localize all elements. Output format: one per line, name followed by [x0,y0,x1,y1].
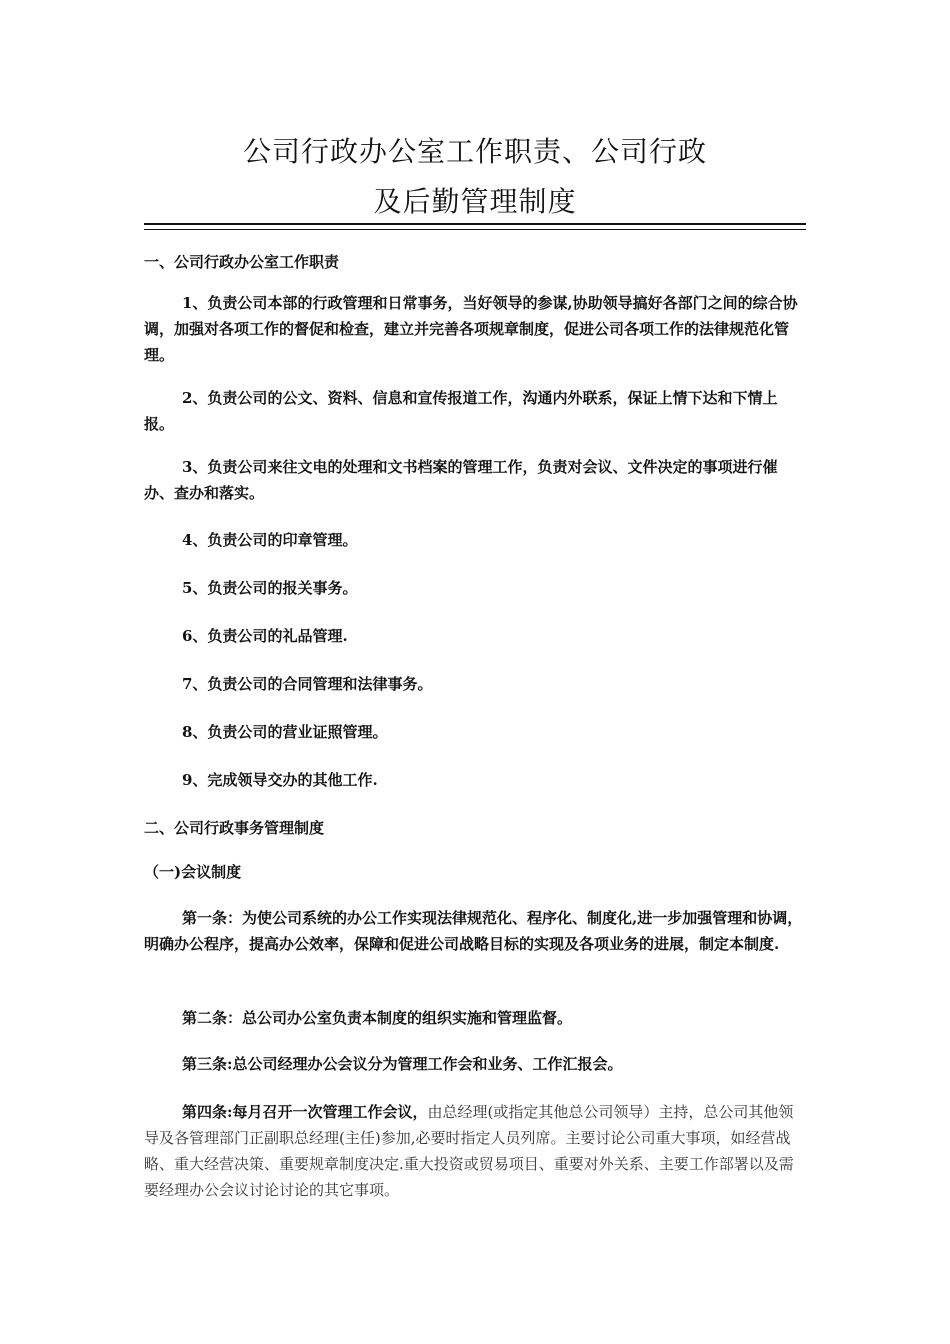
duty-item-6: 6、负责公司的礼品管理. [182,627,348,645]
duty-item-1: 1、负责公司本部的行政管理和日常事务，当好领导的参谋,协助领导搞好各部门之间的综合协调，加强对各项工作的督促和检查，建立并完善各项规章制度，促进公司各项工作的法律规范化管理。 [144,294,798,364]
article-3: 第三条:总公司经理办公会议分为管理工作会和业务、工作汇报会。 [182,1055,623,1073]
article-4-body: 由总经理(或指定其他总公司领导）主持，总公司其他领导及各管理部门正副职总经理(主任)参加,必要时指定人员列席。主要讨论公司重大事项，如经营战略、重大经营决策、重要规章制度决定.重大投资或贸易项目、重要对外关系、主要工作部署以及需要经理办公会议讨论讨论的其它事项。 [144,1103,794,1199]
article-4 [144,1099,806,1203]
section-1-heading: 一、公司行政办公室工作职责 [144,253,340,271]
section-2-heading: 二、公司行政事务管理制度 [144,819,325,837]
duty-item-8: 8、负责公司的营业证照管理。 [182,723,388,741]
document-title-line-1: 公司行政办公室工作职责、公司行政 [242,135,707,168]
article-2: 第二条：总公司办公室负责本制度的组织实施和管理监督。 [182,1009,573,1027]
meeting-rules-subheading: （一)会议制度 [144,863,242,881]
duty-item-7: 7、负责公司的合同管理和法律事务。 [182,675,433,693]
duty-item-2: 2、负责公司的公文、资料、信息和宣传报道工作，沟通内外联系，保证上情下达和下情上报。 [144,389,778,433]
duty-item-4: 4、负责公司的印章管理。 [182,531,358,549]
duty-item-9: 9、完成领导交办的其他工作. [182,771,378,789]
document-title-line-2: 及后勤管理制度 [373,185,577,218]
title-divider [144,223,806,230]
duty-item-5: 5、负责公司的报关事务。 [182,579,358,597]
duty-item-3: 3、负责公司来往文电的处理和文书档案的管理工作，负责对会议、文件决定的事项进行催办、查办和落实。 [144,458,778,502]
article-1: 第一条：为使公司系统的办公工作实现法律规范化、程序化、制度化,进一步加强管理和协调，明确办公程序，提高办公效率，保障和促进公司战略目标的实现及各项业务的进展，制定本制度. [144,909,803,953]
article-4-lead: 第四条:每月召开一次管理工作会议， [182,1103,428,1121]
